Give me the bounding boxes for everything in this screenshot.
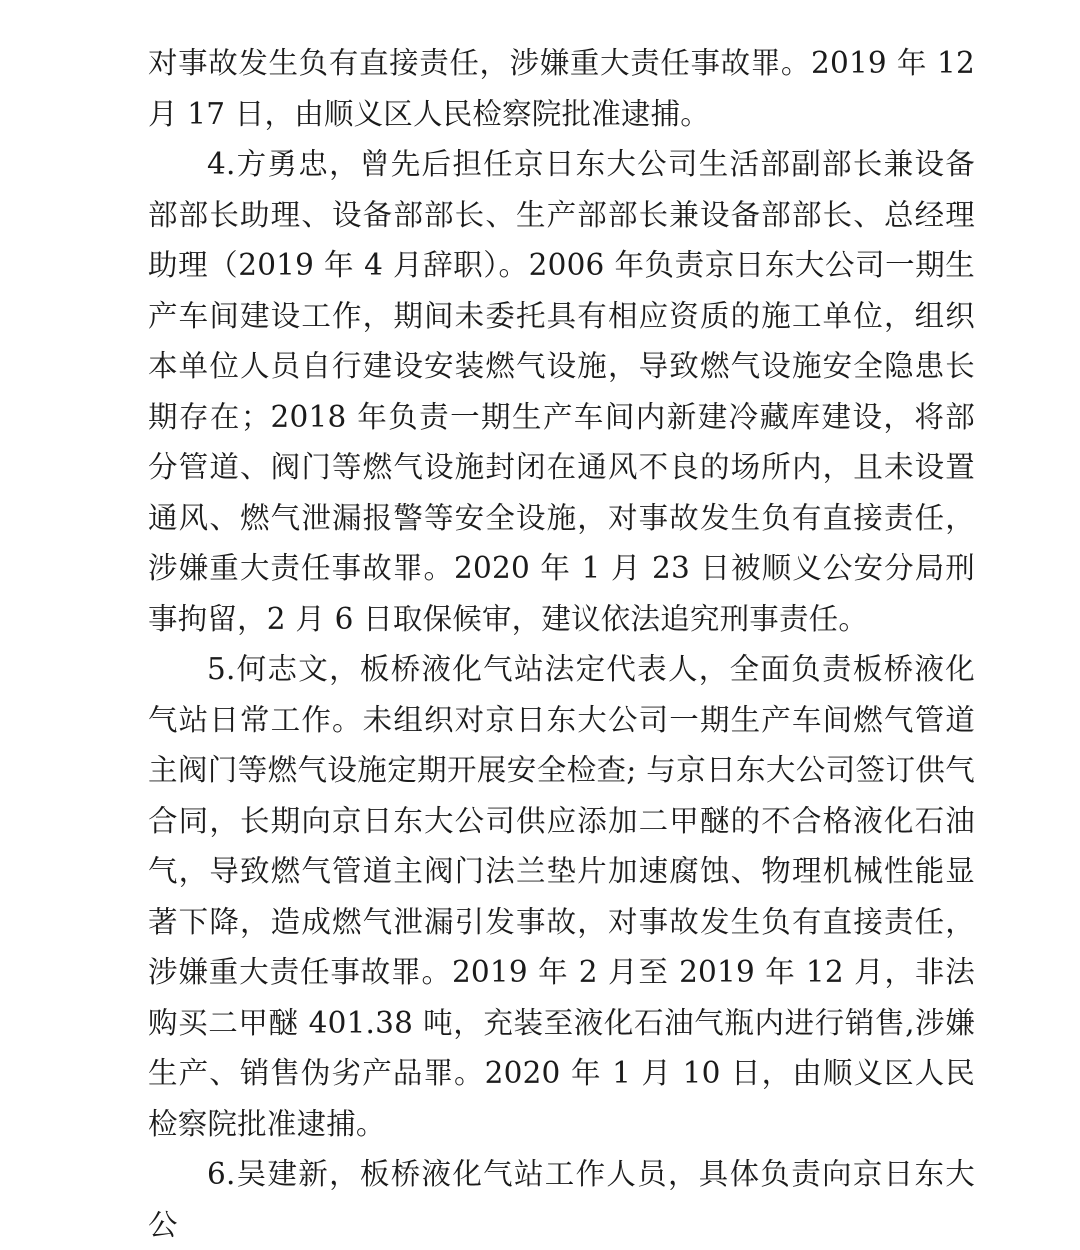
document-body <box>148 38 975 1250</box>
paragraph-continuation: 对事故发生负有直接责任，涉嫌重大责任事故罪。2019 年 12 月 17 日，由顺义区人民检察院批准逮捕。 <box>148 46 975 131</box>
paragraph-item-6: 6.吴建新，板桥液化气站工作人员，具体负责向京日东大公 <box>148 1157 975 1242</box>
paragraph-item-5: 5.何志文，板桥液化气站法定代表人，全面负责板桥液化气站日常工作。未组织对京日东大公司一期生产车间燃气管道主阀门等燃气设施定期开展安全检查; 与京日东大公司签订供气合同，长期向京日东大公司供应添加二甲醚的不合格液化石油气，导致燃气管道主阀门法兰垫片加速腐蚀、物理机械性能显著下降，造成燃气泄漏引发事故，对事故发生负有直接责任，涉嫌重大责任事故罪。2019 年 2 月至 2019 年 12 月，非法购买二甲醚 401.38 吨，充装至液化石油气瓶内进行销售,涉嫌生产、销售伪劣产品罪。2020 年 1 月 10 日，由顺义区人民检察院批准逮捕。 <box>148 652 975 1141</box>
paragraph-item-4: 4.方勇忠，曾先后担任京日东大公司生活部副部长兼设备部部长助理、设备部部长、生产部部长兼设备部部长、总经理助理（2019 年 4 月辞职）。2006 年负责京日东大公司一期生产车间建设工作，期间未委托具有相应资质的施工单位，组织本单位人员自行建设安装燃气设施，导致燃气设施安全隐患长期存在；2018 年负责一期生产车间内新建冷藏库建设，将部分管道、阀门等燃气设施封闭在通风不良的场所内，且未设置通风、燃气泄漏报警等安全设施，对事故发生负有直接责任，涉嫌重大责任事故罪。2020 年 1 月 23 日被顺义公安分局刑事拘留，2 月 6 日取保候审，建议依法追究刑事责任。 <box>148 147 975 636</box>
